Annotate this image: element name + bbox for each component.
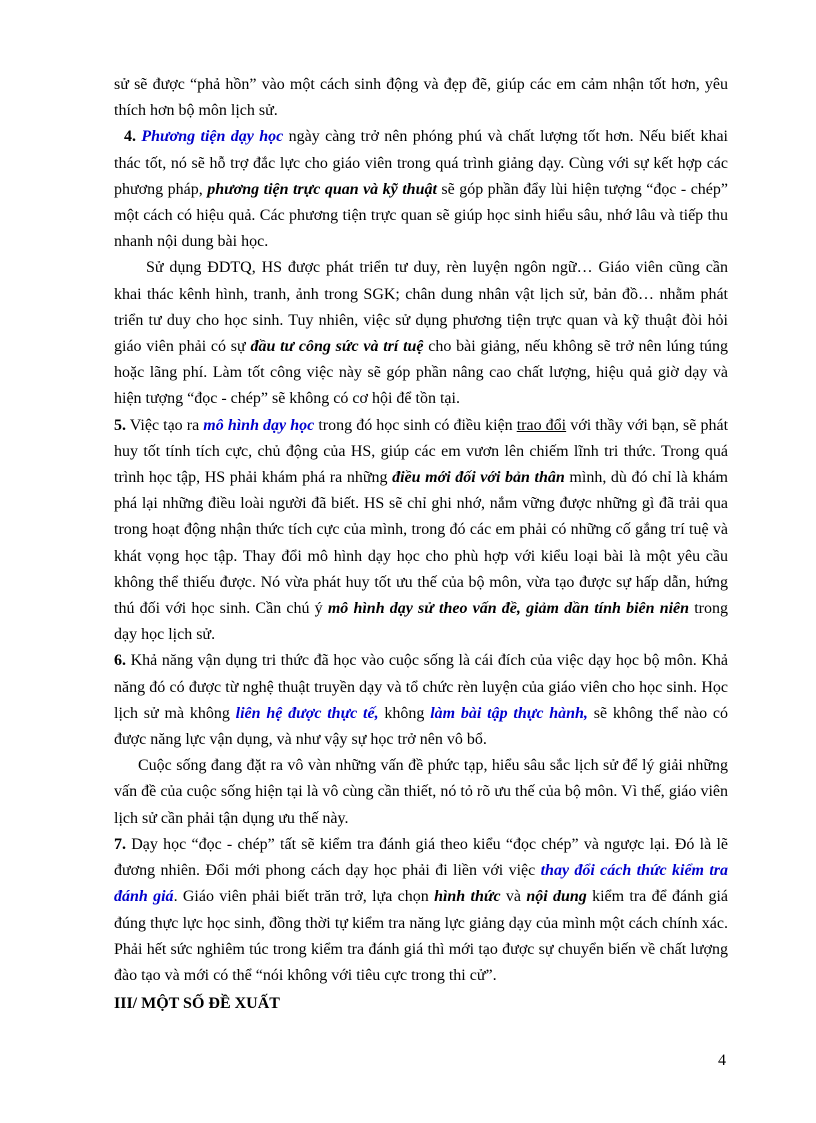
text-span: Dạy học “đọc - chép” tất sẽ kiểm tra đánh giá theo kiểu “đọc chép” và ngược lại. Đó là lẽ đương nhiên. Đổi mới phong cách dạy học phải đi liền với việc [114, 835, 728, 880]
highlight-real-life: liên hệ được thực tế, [235, 704, 379, 722]
highlight-assessment-change: thay đổi cách thức kiểm tra đánh giá [114, 862, 729, 906]
text-span: Sử dụng ĐDTQ, HS được phát triển tư duy, rèn luyện ngôn ngữ… Giáo viên cũng cần khai thác kênh hình, tranh, ảnh trong SGK; chân dung nhân vật lịch sử, bản đồ… nhằm phát triển tư duy cho học sinh. Tuy nhiên, việc sử dụng phương tiện trực quan và kỹ thuật đòi hỏi giáo viên phải có sự [114, 259, 728, 356]
emphasis-problem-model: mô hình dạy sử theo vấn đề, giảm dần tính biên niên [327, 600, 690, 618]
item-number-5: 5. [114, 416, 126, 434]
underlined-exchange: trao đổi [516, 416, 567, 434]
text-span: cho bài giảng, nếu không sẽ trở nên lúng túng hoặc lãng phí. Làm tốt công việc này sẽ góp phần nâng cao chất lượng, hiệu quả giờ dạy và hiện tượng “đọc - chép” sẽ không có cơ hội để tồn tại. [114, 338, 728, 408]
highlight-teaching-model: mô hình dạy học [203, 416, 315, 434]
text-span: trong đó học sinh có điều kiện [314, 416, 517, 434]
item-number-4: 4. [124, 128, 136, 146]
emphasis-effort-intellect: đầu tư công sức và trí tuệ [250, 338, 424, 356]
page-number: 4 [718, 1052, 726, 1069]
text-span: Cuộc sống đang đặt ra vô vàn những vấn đề phức tạp, hiểu sâu sắc lịch sử để lý giải những vấn đề của cuộc sống hiện tại là vô cùng cần thiết, nó tỏ rõ ưu thế của bộ môn. Vì thế, giáo viên lịch sử cần phải tận dụng ưu thế này. [114, 757, 728, 827]
paragraph-6b [114, 753, 728, 832]
document-body [114, 72, 728, 1017]
emphasis-visual-aids: phương tiện trực quan và kỹ thuật [207, 180, 437, 198]
text-span: Việc tạo ra [126, 416, 204, 434]
text-span: với thầy với bạn, sẽ phát huy tốt tính tích cực, chủ động của HS, giúp các em vươn lên chiếm lĩnh tri thức. Trong quá trình học tập, HS phải khám phá ra những [114, 416, 729, 487]
emphasis-form: hình thức [434, 888, 501, 906]
paragraph-4 [114, 124, 728, 255]
text-span: sẽ không thể nào có được năng lực vận dụng, và như vậy sự học trở nên vô bổ. [114, 704, 729, 749]
paragraph-4b [114, 255, 728, 412]
text-span: sử sẽ được “phả hồn” vào một cách sinh động và đẹp đẽ, giúp các em cảm nhận tốt hơn, yêu thích hơn bộ môn lịch sử. [114, 76, 728, 120]
text-span: mình, dù đó chỉ là khám phá lại những điều loài người đã biết. HS sẽ chỉ ghi nhớ, nắm vững được những gì đã trải qua trong hoạt động nhận thức tích cực của mình, trong đó các em phải có những cố gắng trí tuệ và khát vọng học tập. Thay đổi mô hình dạy học cho phù hợp với kiểu loại bài là một yêu cầu không thể thiếu được. Nó vừa phát huy tốt ưu thế của bộ môn, vừa tạo được sự hấp dẫn, hứng thú đối với học sinh. Cần chú ý [114, 469, 729, 618]
section-heading: III/ MỘT SỐ ĐỀ XUẤT [114, 995, 280, 1013]
item-number-7: 7. [114, 835, 126, 853]
emphasis-content: nội dung [526, 888, 587, 906]
text-span: Khả năng vận dụng tri thức đã học vào cuộc sống là cái đích của việc dạy học bộ môn. Khả năng đó có được từ nghệ thuật truyền dạy và tổ chức rèn luyện của giáo viên cho học sinh. Học lịch sử mà không [114, 652, 728, 722]
text-span: ngày càng trở nên phóng phú và chất lượng tốt hơn. Nếu biết khai thác tốt, nó sẽ hỗ trợ đắc lực cho giáo viên trong quá trình giảng dạy. Cùng với sự kết hợp các phương pháp, [114, 128, 728, 198]
text-span: trong dạy học lịch sử. [114, 600, 728, 644]
paragraph-5 [114, 413, 728, 649]
text-span: . Giáo viên phải biết trăn trở, lựa chọn [173, 888, 435, 906]
text-span: và [500, 888, 527, 906]
highlight-teaching-aids: Phương tiện dạy học [141, 128, 284, 146]
text-span: kiểm tra để đánh giá đúng thực lực học sinh, đồng thời tự kiểm tra năng lực giảng dạy của mình một cách chính xác. Phải hết sức nghiêm túc trong kiểm tra đánh giá thì mới tạo được sự chuyển biến về chất lượng đào tạo và mới có thể “nói không với tiêu cực trong thi cử”. [114, 888, 728, 984]
text-span: sẽ góp phần đẩy lùi hiện tượng “đọc - chép” một cách có hiệu quả. Các phương tiện trực quan sẽ giúp học sinh hiểu sâu, nhớ lâu và tiếp thu nhanh nội dung bài học. [114, 180, 729, 251]
item-number-6: 6. [114, 652, 126, 670]
highlight-practice-exercise: làm bài tập thực hành, [430, 704, 588, 722]
paragraph-intro-continuation [114, 72, 728, 124]
emphasis-new-things: điều mới đối với bản thân [392, 469, 565, 487]
text-span: không [378, 704, 431, 722]
paragraph-7 [114, 832, 728, 989]
paragraph-6 [114, 648, 728, 753]
